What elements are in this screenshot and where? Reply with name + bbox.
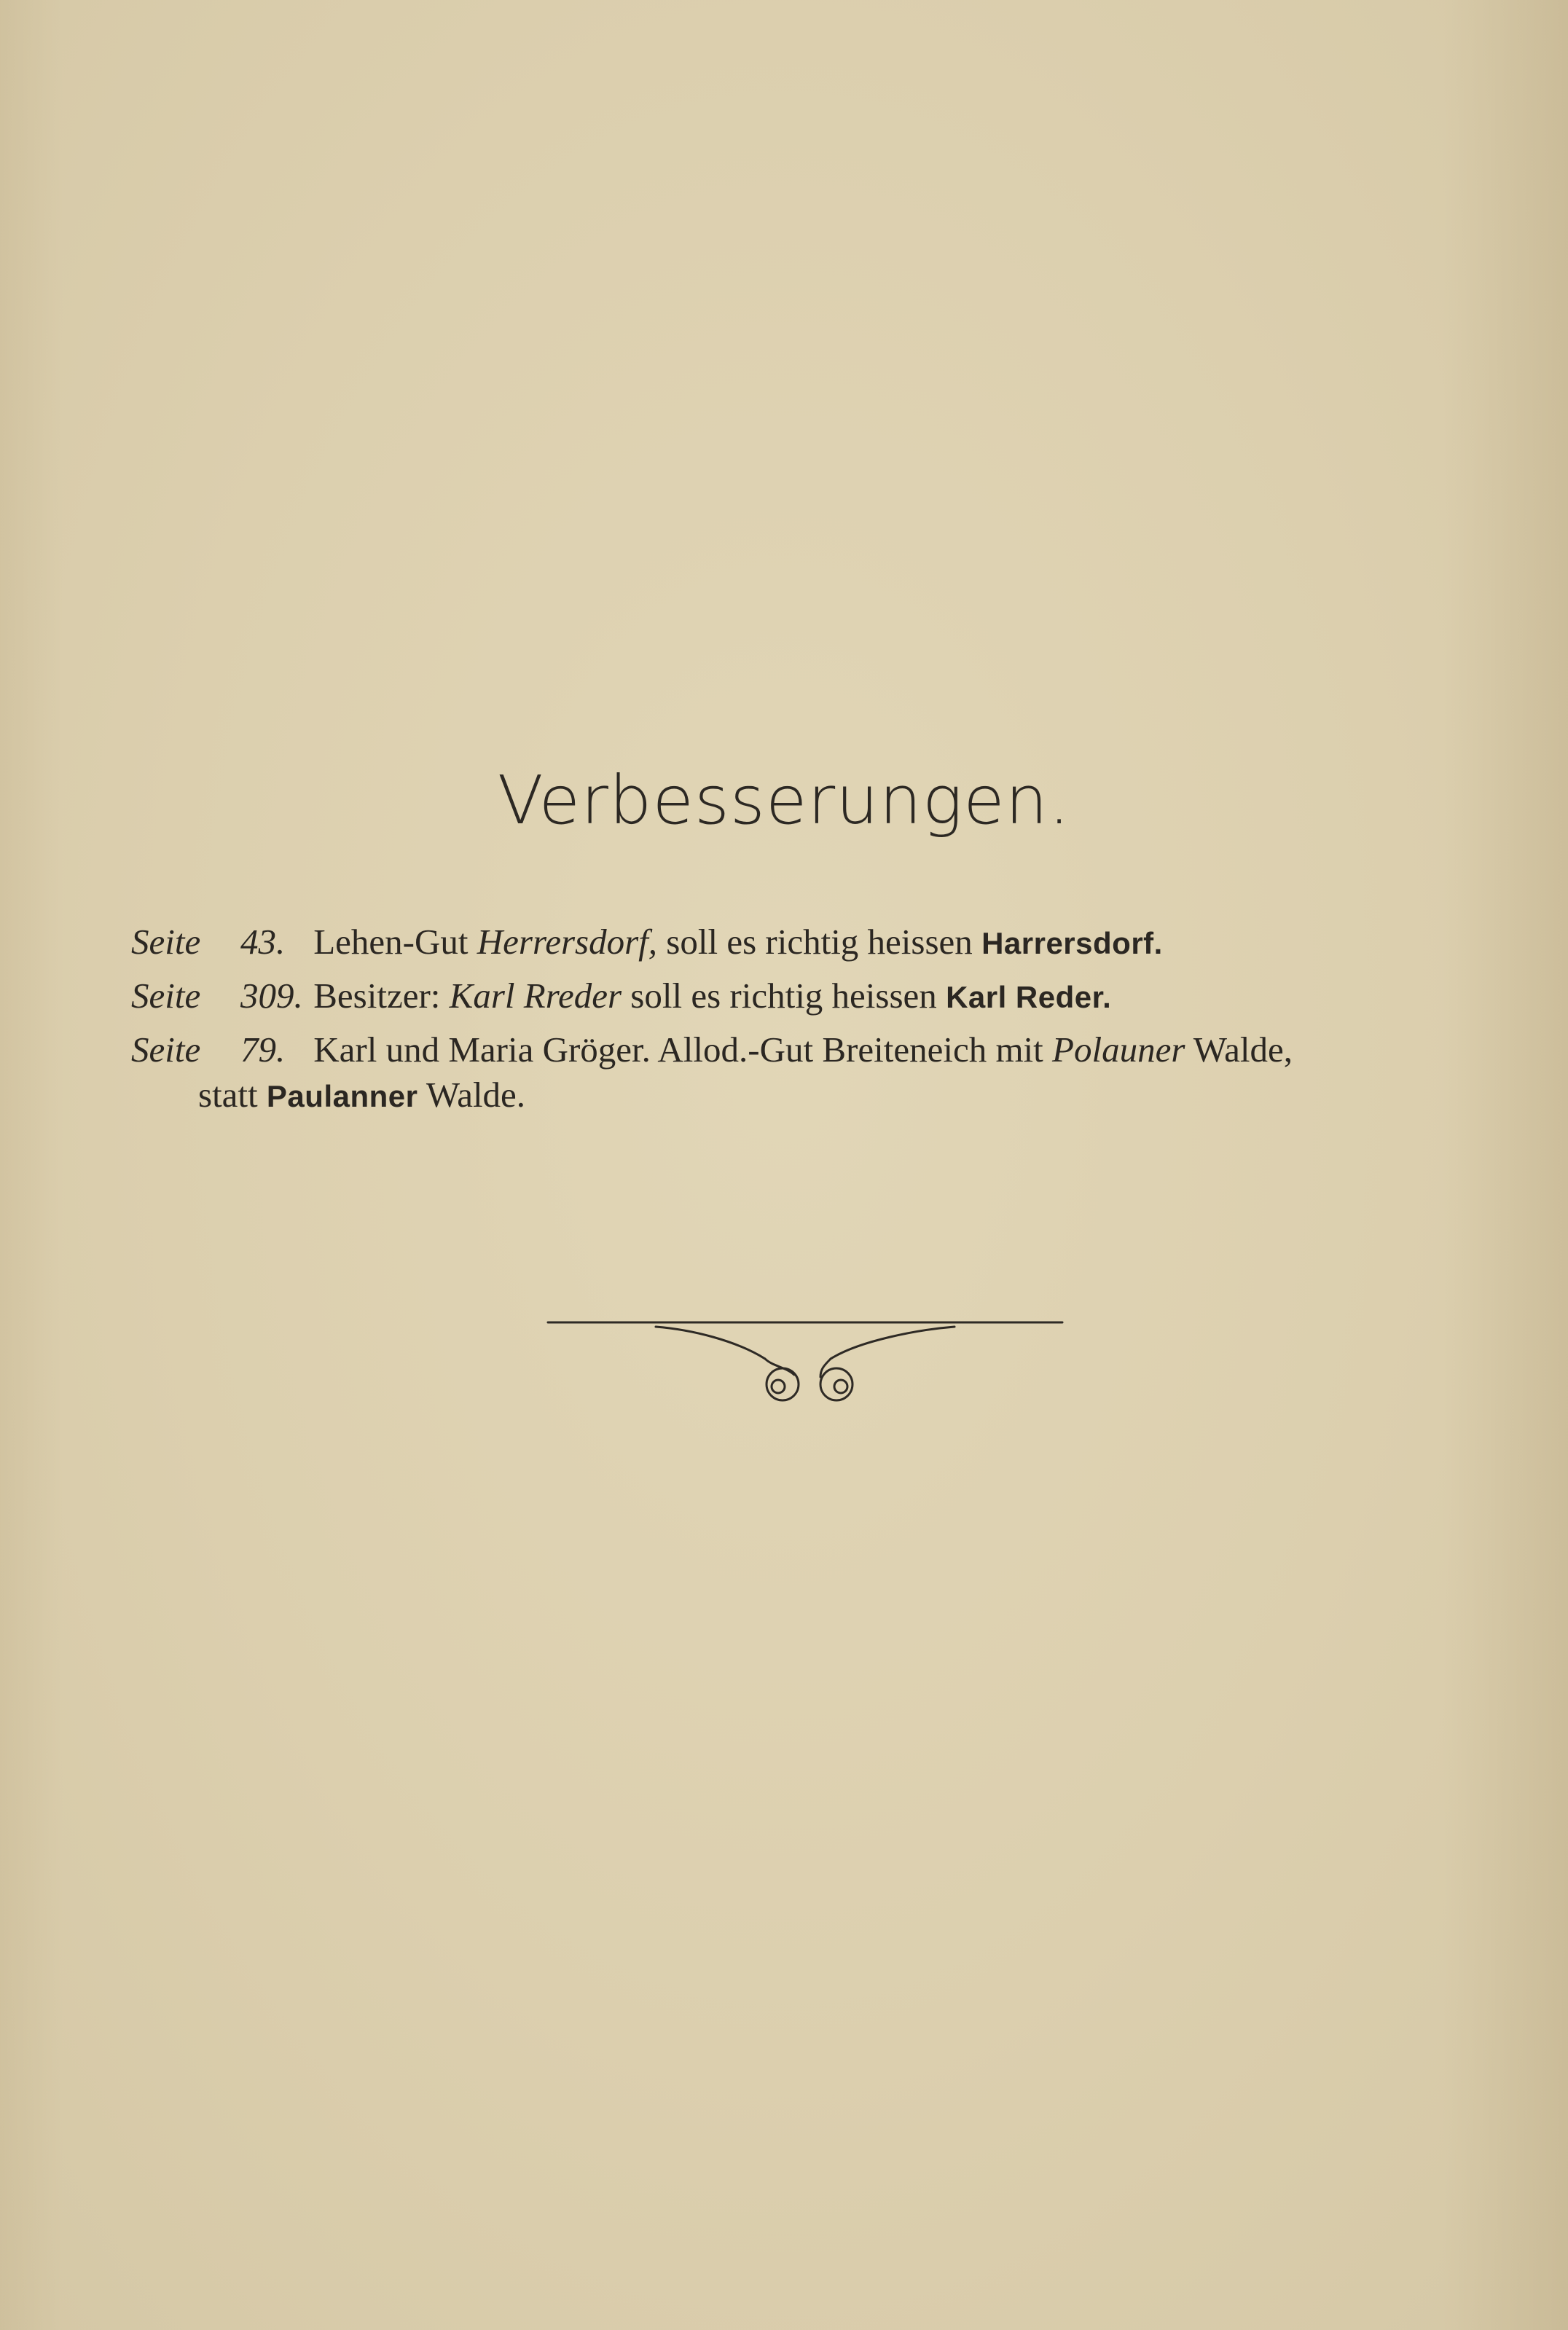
entry-prefix: Besitzer:	[313, 976, 441, 1016]
page-label: Seite	[131, 922, 201, 962]
ornament-divider-icon	[546, 1308, 1064, 1410]
page-number: 79.	[240, 1029, 286, 1070]
entry-prefix: Lehen-Gut	[313, 922, 469, 962]
wrong-text: Karl Rreder	[449, 976, 622, 1016]
correct-text: Paulanner	[266, 1079, 418, 1113]
correct-text: Harrersdorf.	[981, 926, 1163, 960]
line2-prefix: statt	[198, 1075, 258, 1115]
wrong-text: Herrersdorf,	[477, 922, 658, 962]
correction-entry	[131, 919, 1486, 966]
entry-prefix: Karl und Maria Gröger. Allod.-Gut Breiteneich mit	[313, 1029, 1043, 1070]
correct-text: Karl Reder.	[946, 980, 1112, 1014]
page-label: Seite	[131, 976, 201, 1016]
line2-suffix: Walde.	[426, 1075, 526, 1115]
entry-middle: soll es richtig heissen	[666, 922, 973, 962]
correction-entry	[131, 973, 1486, 1020]
page-label: Seite	[131, 1029, 201, 1070]
correction-entry	[131, 1027, 1486, 1119]
page-title: Verbesserungen.	[497, 761, 1071, 839]
entry-middle: Walde,	[1193, 1029, 1293, 1070]
entry-middle: soll es richtig heissen	[630, 976, 937, 1016]
page-number: 43.	[240, 922, 286, 962]
continuation-line	[131, 1072, 1486, 1119]
page-number: 309.	[240, 976, 303, 1016]
wrong-text: Polauner	[1052, 1029, 1185, 1070]
